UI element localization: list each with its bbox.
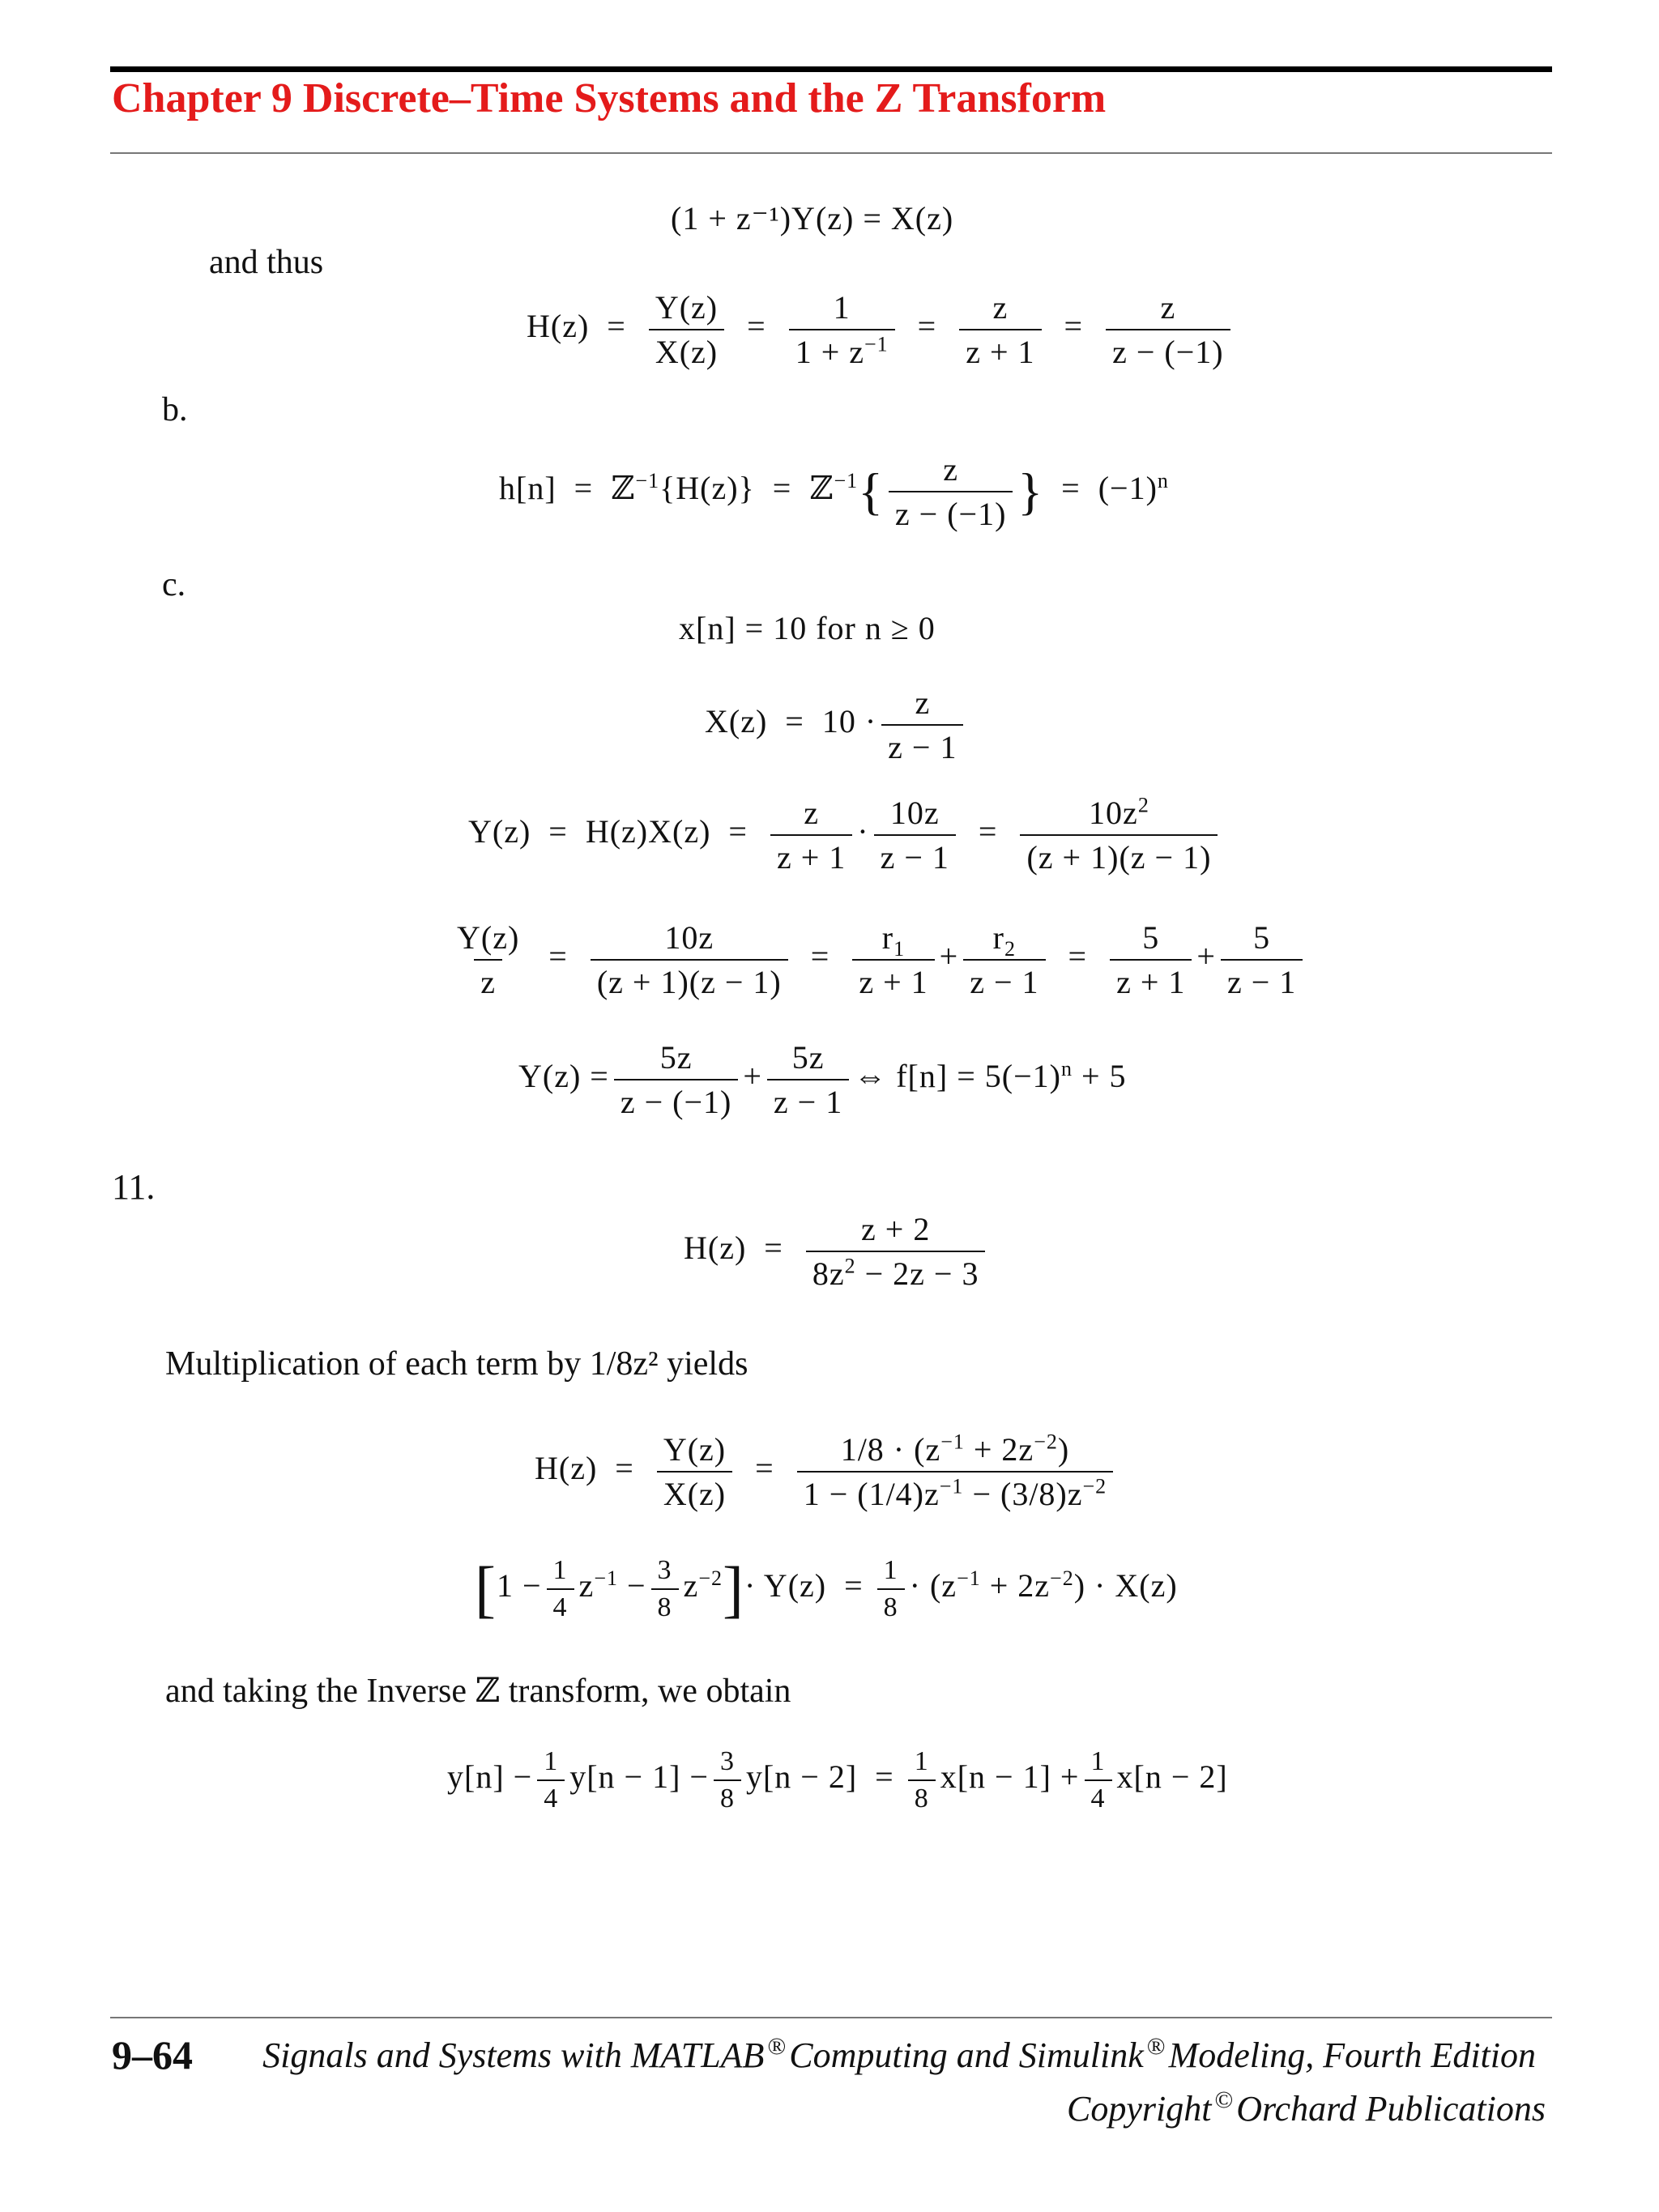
page-number: 9–64 [112, 2032, 193, 2078]
registered-mark-icon: ® [767, 2033, 787, 2061]
copyright-mark-icon: © [1214, 2086, 1234, 2114]
transfer-function-equation: H(z) = $\frac{Y(z)}{X(z)}$ = $\frac{1}{1 + z^{-1}}$ = $\frac{z}{z + 1}$ = $\frac{z}{z - (-1)}$ [527, 288, 1235, 371]
equation-1: (1 + z⁻¹)Y(z) = X(z) [671, 200, 954, 237]
book-title-part-c: Modeling, Fourth Edition [1168, 2035, 1536, 2075]
book-title-part-b: Computing and Simulink [789, 2035, 1144, 2075]
publisher-name: Orchard Publications [1236, 2089, 1546, 2129]
header-rule [110, 66, 1552, 72]
copyright-line [1067, 2088, 1546, 2129]
part-c-label: c. [162, 566, 186, 603]
part-b-label: b. [162, 391, 188, 428]
book-title [262, 2035, 1536, 2076]
multiplication-text: Multiplication of each term by 1/8z² yields [165, 1345, 748, 1383]
footer-divider [110, 2017, 1552, 2018]
difference-form-equation: [1 − $\frac{1}{4}$ $z^{-1}$ − $\frac{3}{8}$ $z^{-2}]\cdot Y(z)$ = $\frac{1}{8}$ · $(z^{-1} + 2z^{-2}) \cdot X(z)$ [475, 1554, 1178, 1624]
book-title-part-a: Signals and Systems with MATLAB [262, 2035, 765, 2075]
difference-equation: y[n] − $\frac{1}{4}$ y[n − 1] − $\frac{3}{8}$ y[n − 2] = $\frac{1}{8}$ x[n − 1] + $\frac{1}{4}$ x[n − 2] [447, 1746, 1228, 1813]
impulse-response-equation: h[n] = ℤ$^{-1}${H(z)} = ℤ$^{-1}${ $\frac{z}{z - (-1)}$ } = $(-1)^n$ [499, 451, 1169, 532]
and-thus-text: and thus [209, 244, 324, 281]
copyright-label: Copyright [1067, 2089, 1212, 2129]
inverse-transform-text: and taking the Inverse ℤ transform, we obtain [165, 1673, 791, 1710]
problem-11-label: 11. [112, 1167, 156, 1207]
problem-11-transfer-function: H(z) = $\frac{z + 2}{8z^2 - 2z - 3}$ [684, 1210, 990, 1293]
chapter-title: Chapter 9 Discrete–Time Systems and the Z Transform [112, 75, 1107, 121]
normalized-transfer-function: H(z) = $\frac{Y(z)}{X(z)}$ = $\frac{1/8 \cdot (z^{-1} + 2z^{-2})}{1 - (1/4)z^{-1} - (3/8)z^{-2}}$ [535, 1430, 1118, 1513]
input-z-transform-equation: X(z) = 10 · $\frac{z}{z - 1}$ [705, 684, 968, 766]
partial-fraction-equation: $\frac{Y(z)}{z}$ = $\frac{10z}{(z + 1)(z - 1)}$ = $\frac{r_1}{z + 1}$ + $\frac{r_2}{z - 1}$ = $\frac{5}{z + 1}$ + $\frac{5}{z - 1}$ [446, 918, 1307, 1001]
registered-mark-icon: ® [1146, 2033, 1166, 2061]
input-signal-equation: x[n] = 10 for n ≥ 0 [679, 610, 936, 646]
output-z-transform-equation: Y(z) = H(z)X(z) = $\frac{z}{z + 1}$ · $\frac{10z}{z - 1}$ = $\frac{10z^2}{(z + 1)(z - 1)}$ [468, 794, 1222, 876]
output-sequence-equation: Y(z) = $\frac{5z}{z - (-1)}$ + $\frac{5z}{z - 1}$ ⇔ $f[n] = 5(-1)^n + 5$ [518, 1039, 1127, 1120]
header-divider [110, 152, 1552, 154]
